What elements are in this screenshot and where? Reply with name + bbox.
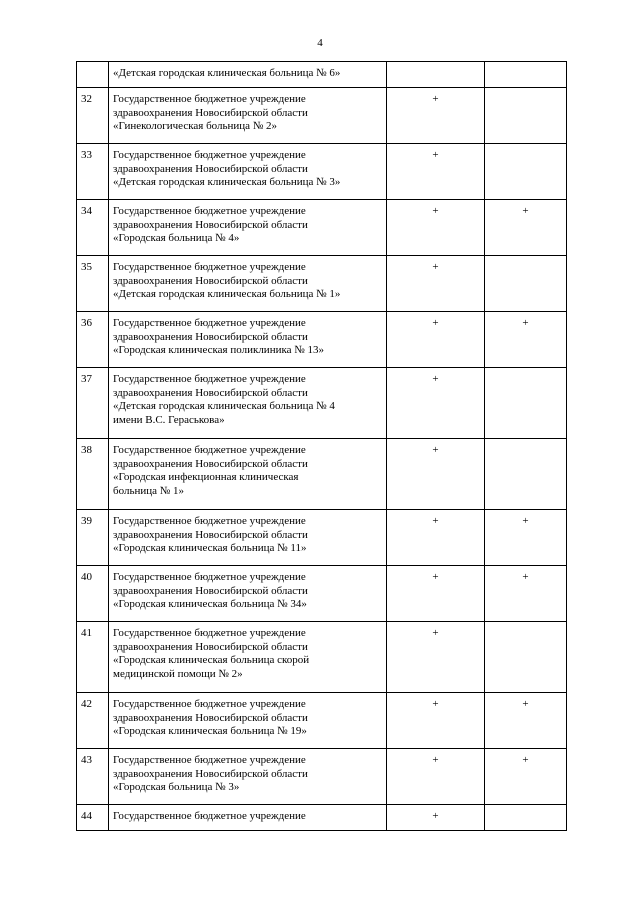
institution-name <box>109 256 387 312</box>
institution-name-line: Государственное бюджетное учреждение <box>113 515 306 527</box>
mark-column-1: + <box>387 88 485 144</box>
institution-name-line: Государственное бюджетное учреждение <box>113 93 306 105</box>
institution-name-line: здравоохранения Новосибирской области <box>113 711 308 724</box>
institution-name-line: «Гинекологическая больница № 2» <box>113 120 278 132</box>
institution-name-line: «Детская городская клиническая больница № 6» <box>113 67 341 79</box>
institution-name <box>109 312 387 368</box>
table-row <box>77 200 567 256</box>
institutions-table-body <box>77 62 567 831</box>
table-row <box>77 62 567 88</box>
mark-column-1: + <box>387 622 485 693</box>
institution-name-line: Государственное бюджетное учреждение <box>113 317 306 329</box>
institution-name-line: Государственное бюджетное учреждение <box>113 149 306 161</box>
table-row <box>77 368 567 439</box>
institution-name-line: здравоохранения Новосибирской области <box>113 162 308 175</box>
mark-column-1: + <box>387 693 485 749</box>
institution-name-line: «Городская инфекционная клиническая <box>113 471 299 483</box>
mark-column-2 <box>485 256 567 312</box>
institution-name-line: Государственное бюджетное учреждение <box>113 444 306 456</box>
institution-name <box>109 144 387 200</box>
institution-name-line: здравоохранения Новосибирской области <box>113 330 308 343</box>
mark-column-2: + <box>485 312 567 368</box>
table-row <box>77 566 567 622</box>
institution-name <box>109 439 387 510</box>
institution-name-line: здравоохранения Новосибирской области <box>113 528 308 541</box>
mark-column-1: + <box>387 805 485 831</box>
row-number: 36 <box>77 312 109 368</box>
table-row <box>77 693 567 749</box>
institution-name <box>109 693 387 749</box>
row-number: 42 <box>77 693 109 749</box>
mark-column-1: + <box>387 566 485 622</box>
mark-column-1: + <box>387 256 485 312</box>
institution-name-line: Государственное бюджетное учреждение <box>113 571 306 583</box>
table-row <box>77 88 567 144</box>
mark-column-2: + <box>485 200 567 256</box>
institution-name-line: Государственное бюджетное учреждение <box>113 373 306 385</box>
institution-name-line: «Городская клиническая больница № 11» <box>113 542 307 554</box>
institution-name-line: здравоохранения Новосибирской области <box>113 386 308 399</box>
mark-column-2 <box>485 622 567 693</box>
institution-name <box>109 62 387 88</box>
institution-name <box>109 622 387 693</box>
mark-column-2 <box>485 144 567 200</box>
institution-name-line: здравоохранения Новосибирской области <box>113 106 308 119</box>
institution-name-line: «Городская больница № 4» <box>113 232 240 244</box>
row-number: 40 <box>77 566 109 622</box>
institution-name-line: больница № 1» <box>113 484 184 497</box>
row-number: 33 <box>77 144 109 200</box>
institution-name <box>109 368 387 439</box>
mark-column-2: + <box>485 693 567 749</box>
row-number: 38 <box>77 439 109 510</box>
mark-column-1 <box>387 62 485 88</box>
table-row <box>77 749 567 805</box>
institution-name-line: «Городская клиническая больница № 19» <box>113 725 307 737</box>
table-row <box>77 144 567 200</box>
mark-column-2: + <box>485 749 567 805</box>
institution-name <box>109 566 387 622</box>
institution-name-line: Государственное бюджетное учреждение <box>113 261 306 273</box>
institution-name <box>109 200 387 256</box>
mark-column-2: + <box>485 510 567 566</box>
institution-name-line: здравоохранения Новосибирской области <box>113 767 308 780</box>
mark-column-1: + <box>387 439 485 510</box>
mark-column-2 <box>485 805 567 831</box>
institution-name-line: «Городская клиническая больница скорой <box>113 654 310 666</box>
mark-column-2: + <box>485 566 567 622</box>
mark-column-1: + <box>387 200 485 256</box>
table-row <box>77 622 567 693</box>
mark-column-2 <box>485 368 567 439</box>
mark-column-2 <box>485 88 567 144</box>
institution-name-line: «Детская городская клиническая больница № 3» <box>113 176 341 188</box>
row-number: 35 <box>77 256 109 312</box>
mark-column-1: + <box>387 510 485 566</box>
table-row <box>77 510 567 566</box>
institution-name-line: Государственное бюджетное учреждение <box>113 698 306 710</box>
row-number: 41 <box>77 622 109 693</box>
institution-name-line: имени В.С. Гераськова» <box>113 413 225 426</box>
institution-name-line: здравоохранения Новосибирской области <box>113 584 308 597</box>
row-number: 39 <box>77 510 109 566</box>
page-number: 4 <box>317 37 323 49</box>
institution-name-line: «Городская клиническая поликлиника № 13» <box>113 344 325 356</box>
institution-name-line: Государственное бюджетное учреждение <box>113 627 306 639</box>
table-row <box>77 312 567 368</box>
institution-name-line: здравоохранения Новосибирской области <box>113 274 308 287</box>
table-row <box>77 439 567 510</box>
institution-name-line: медицинской помощи № 2» <box>113 667 243 680</box>
institution-name-line: Государственное бюджетное учреждение <box>113 754 306 766</box>
mark-column-2 <box>485 439 567 510</box>
institution-name <box>109 805 387 831</box>
row-number <box>77 62 109 88</box>
institution-name-line: «Городская клиническая больница № 34» <box>113 598 307 610</box>
institution-name-line: здравоохранения Новосибирской области <box>113 218 308 231</box>
table-row <box>77 256 567 312</box>
row-number: 43 <box>77 749 109 805</box>
institution-name <box>109 510 387 566</box>
mark-column-1: + <box>387 312 485 368</box>
institution-name-line: Государственное бюджетное учреждение <box>113 205 306 217</box>
mark-column-1: + <box>387 368 485 439</box>
institution-name <box>109 749 387 805</box>
table-row <box>77 805 567 831</box>
institution-name <box>109 88 387 144</box>
row-number: 37 <box>77 368 109 439</box>
row-number: 34 <box>77 200 109 256</box>
row-number: 44 <box>77 805 109 831</box>
institution-name-line: Государственное бюджетное учреждение <box>113 810 306 822</box>
institutions-table <box>76 61 567 831</box>
mark-column-1: + <box>387 749 485 805</box>
institution-name-line: «Детская городская клиническая больница № 4 <box>113 400 335 412</box>
row-number: 32 <box>77 88 109 144</box>
mark-column-1: + <box>387 144 485 200</box>
institution-name-line: «Детская городская клиническая больница № 1» <box>113 288 341 300</box>
institution-name-line: здравоохранения Новосибирской области <box>113 640 308 653</box>
institution-name-line: «Городская больница № 3» <box>113 781 240 793</box>
institution-name-line: здравоохранения Новосибирской области <box>113 457 308 470</box>
mark-column-2 <box>485 62 567 88</box>
